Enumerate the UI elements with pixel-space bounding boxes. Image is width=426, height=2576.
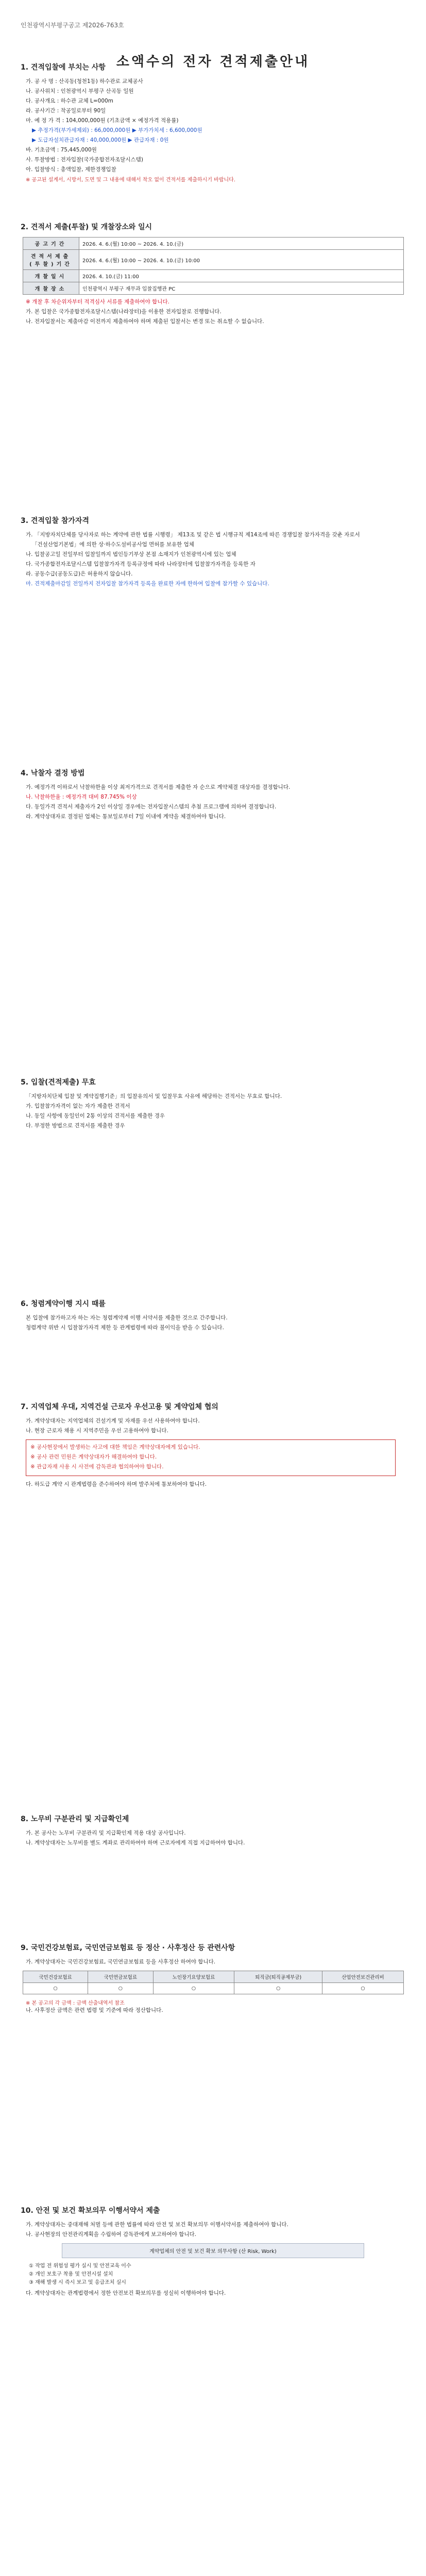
box-line: ※ 관급자재 사용 시 사전에 감독관과 협의하여야 합니다. bbox=[30, 1464, 164, 1470]
body-line: 라. 계약상대자로 결정된 업체는 통보일로부터 7일 이내에 계약을 체결하여야 합니다. bbox=[26, 814, 226, 820]
section-6 bbox=[21, 1298, 405, 1333]
table-row bbox=[23, 282, 404, 295]
body-line: 나. 사후정산 금액은 관련 법령 및 기준에 따라 정산합니다. bbox=[26, 2007, 163, 2013]
list-item: ① 작업 전 위험성 평가 실시 및 안전교육 이수 bbox=[29, 2263, 131, 2269]
schedule-table bbox=[23, 237, 404, 295]
body-line: 가. 본 입찰은 국가종합전자조달시스템(나라장터)을 이용한 전자입찰로 진행합니다. bbox=[26, 309, 221, 315]
notice-box bbox=[26, 1439, 396, 1476]
section-2 bbox=[21, 222, 405, 327]
body-line: 라. 공사기간 : 착공일로부터 90일 bbox=[26, 108, 106, 114]
body-line: 다. 국가종합전자조달시스템 입찰참가자격 등록규정에 따라 나라장터에 입찰참가자격을 등록한 자 bbox=[26, 561, 255, 567]
body-line: 「지방자치단체 입찰 및 계약집행기준」의 입찰유의서 및 입찰무효 사유에 해당하는 견적서는 무효로 합니다. bbox=[26, 1093, 282, 1099]
body-line: 청렴계약 위반 시 입찰참가자격 제한 등 관계법령에 따라 불이익을 받을 수 있습니다. bbox=[26, 1325, 224, 1331]
body-line: 다. 계약상대자는 관계법령에서 정한 안전보건 확보의무를 성실히 이행하여야 합니다. bbox=[26, 2290, 226, 2296]
section-title: 8. 노무비 구분관리 및 지급확인제 bbox=[21, 1815, 129, 1823]
body-line: 나. 공사현장의 안전관리계획을 수립하여 감독관에게 보고하여야 합니다. bbox=[26, 2231, 196, 2238]
table-header-cell: 노인장기요양보험료 bbox=[153, 1971, 234, 1983]
section-title: 3. 견적입찰 참가자격 bbox=[21, 517, 89, 525]
section-title: 1. 견적입찰에 부치는 사항 bbox=[21, 63, 106, 72]
table-header-cell: 개찰일시 bbox=[23, 270, 79, 282]
table-header-row bbox=[23, 1971, 404, 1983]
section-8 bbox=[21, 1814, 405, 1849]
body-line: 나. 동일 사항에 동일인이 2통 이상의 견적서를 제출한 경우 bbox=[26, 1113, 165, 1119]
body-line: 마. 예 정 가 격 : 104,000,000원 (기초금액 × 예정가격 적용률) bbox=[26, 117, 179, 124]
body-line: 본 입찰에 참가하고자 하는 자는 청렴계약제 이행 서약서를 제출한 것으로 간주합니다. bbox=[26, 1315, 228, 1321]
table-cell: ○ bbox=[234, 1983, 322, 1994]
document-number: 인천광역시부평구공고 제2026-763호 bbox=[21, 22, 124, 29]
box-line: ※ 공사현장에서 발생하는 사고에 대한 책임은 계약상대자에게 있습니다. bbox=[30, 1444, 200, 1450]
table-row bbox=[23, 1983, 404, 1994]
section-4 bbox=[21, 768, 405, 822]
list-item: ② 개인 보호구 착용 및 안전시설 설치 bbox=[29, 2272, 113, 2277]
list-item: ③ 재해 발생 시 즉시 보고 및 응급조치 실시 bbox=[29, 2280, 126, 2285]
table-header-cell: 견적서제출(투찰)기간 bbox=[23, 250, 79, 270]
body-line: 「건설산업기본법」에 의한 상·하수도설비공사업 면허를 보유한 업체 bbox=[32, 541, 194, 548]
body-line: 가. 예정가격 이하로서 낙찰하한율 이상 최저가격으로 견적서를 제출한 자 순으로 계약체결 대상자를 결정합니다. bbox=[26, 784, 291, 790]
body-line: 다. 하도급 계약 시 관계법령을 준수하여야 하며 발주처에 통보하여야 합니다. bbox=[26, 1481, 207, 1487]
body-line: 라. 공동수급(공동도급)은 허용하지 않습니다. bbox=[26, 571, 133, 577]
table-cell: 2026. 4. 6.(월) 10:00 ~ 2026. 4. 10.(금) 10:00 bbox=[79, 250, 404, 270]
body-line: 사. 투찰방법 : 전자입찰(국가종합전자조달시스템) bbox=[26, 157, 143, 163]
body-line: 가. 계약상대자는 국민건강보험료, 국민연금보험료 등을 사후정산 하여야 합니다. bbox=[26, 1959, 216, 1965]
section-title: 7. 지역업체 우대, 지역건설 근로자 우선고용 및 계약업체 협의 bbox=[21, 1403, 218, 1411]
body-line: 다. 부정한 방법으로 견적서를 제출한 경우 bbox=[26, 1123, 125, 1129]
body-line: 아. 입찰방식 : 총액입찰, 제한경쟁입찰 bbox=[26, 166, 116, 173]
table-header-cell: 퇴직금(퇴직공제부금) bbox=[234, 1971, 322, 1983]
body-line: 바. 기초금액 : 75,445,000원 bbox=[26, 147, 97, 153]
section-title: 4. 낙찰자 결정 방법 bbox=[21, 769, 85, 777]
section-3 bbox=[21, 515, 405, 589]
body-line: ▶ 추정가격(부가세제외) : 66,000,000원 ▶ 부가가치세 : 6,600,000원 bbox=[32, 127, 202, 133]
body-line: 나. 전자입찰서는 제출마감 이전까지 제출하여야 하며 제출된 입찰서는 변경 또는 취소할 수 없습니다. bbox=[26, 318, 264, 325]
body-line: 다. 공사개요 : 하수관 교체 L=000m bbox=[26, 98, 113, 104]
table-cell: ○ bbox=[153, 1983, 234, 1994]
notice-page bbox=[21, 0, 405, 2296]
section-title: 10. 안전 및 보건 확보의무 이행서약서 제출 bbox=[21, 2207, 160, 2215]
obligation-list bbox=[29, 2262, 405, 2287]
body-line: 가. 입찰참가자격이 없는 자가 제출한 견적서 bbox=[26, 1103, 130, 1109]
body-line: 가. 본 공사는 노무비 구분관리 및 지급확인제 적용 대상 공사입니다. bbox=[26, 1830, 186, 1836]
table-cell: 인천광역시 부평구 재무과 입찰집행관 PC bbox=[79, 282, 404, 295]
section-7 bbox=[21, 1401, 405, 1490]
document-title: 소액수의 전자 견적제출안내 bbox=[116, 54, 310, 70]
table-cell: ○ bbox=[23, 1983, 88, 1994]
section-9 bbox=[21, 1942, 405, 2016]
body-line: 가. 「지방자치단체를 당사자로 하는 계약에 관한 법률 시행령」 제13조 및 같은 법 시행규칙 제14조에 따른 경쟁입찰 참가자격을 갖춘 자로서 bbox=[26, 532, 360, 538]
table-header-cell: 공고기간 bbox=[23, 238, 79, 250]
section-title: 5. 입찰(견적제출) 무효 bbox=[21, 1078, 96, 1087]
table-header-cell: 국민연금보험료 bbox=[88, 1971, 153, 1983]
body-line: 나. 공사위치 : 인천광역시 부평구 산곡동 일원 bbox=[26, 88, 134, 94]
body-line: 나. 입찰공고일 전일부터 입찰일까지 법인등기부상 본점 소재지가 인천광역시에 있는 업체 bbox=[26, 551, 236, 557]
body-line: ※ 개찰 후 차순위자부터 적격심사 서류를 제출하여야 합니다. bbox=[26, 299, 169, 305]
section-title: 9. 국민건강보험료, 국민연금보험료 등 정산 · 사후정산 등 관련사항 bbox=[21, 1944, 235, 1952]
body-line: 마. 견적제출마감일 전일까지 전자입찰 참가자격 등록을 완료한 자에 한하여 입찰에 참가할 수 있습니다. bbox=[26, 581, 269, 587]
body-line: 가. 계약상대자는 중대재해 처벌 등에 관한 법률에 따라 안전 및 보건 확보의무 이행서약서를 제출하여야 합니다. bbox=[26, 2222, 288, 2228]
section-title: 6. 청렴계약이행 지시 때를 bbox=[21, 1300, 106, 1308]
body-line: 나. 낙찰하한율 : 예정가격 대비 87.745% 이상 bbox=[26, 794, 137, 800]
table-header-cell: 산업안전보건관리비 bbox=[322, 1971, 404, 1983]
body-line: 가. 계약상대자는 지역업체의 건설기계 및 자재를 우선 사용하여야 합니다. bbox=[26, 1418, 200, 1424]
warning-note: ※ 공고된 설계서, 시방서, 도면 및 그 내용에 대해서 착오 없이 견적서를 제출하시기 바랍니다. bbox=[26, 177, 235, 183]
body-line: 나. 현장 근로자 채용 시 지역주민을 우선 고용하여야 합니다. bbox=[26, 1428, 168, 1434]
body-line: 다. 동일가격 견적서 제출자가 2인 이상일 경우에는 전자입찰시스템의 추첨 프로그램에 의하여 결정합니다. bbox=[26, 804, 277, 810]
body-line: ▶ 도급자설치관급자재 : 40,000,000원 ▶ 관급자재 : 0원 bbox=[32, 137, 169, 143]
table-row bbox=[23, 270, 404, 282]
body-line: 나. 계약상대자는 노무비를 별도 계좌로 관리하여야 하며 근로자에게 직접 지급하여야 합니다. bbox=[26, 1840, 245, 1846]
table-row bbox=[23, 250, 404, 270]
table-row bbox=[23, 238, 404, 250]
section-title: 2. 견적서 제출(투찰) 및 개찰장소와 일시 bbox=[21, 223, 152, 231]
obligation-banner: 계약업체의 안전 및 보건 확보 의무사항 (산 Risk, Work) bbox=[62, 2243, 364, 2258]
table-cell: ○ bbox=[88, 1983, 153, 1994]
section-10 bbox=[21, 2205, 405, 2299]
box-line: ※ 공사 관련 민원은 계약상대자가 해결하여야 합니다. bbox=[30, 1454, 157, 1460]
body-line: 가. 공 사 명 : 산곡동(청천1동) 하수관로 교체공사 bbox=[26, 78, 143, 84]
section-1 bbox=[21, 62, 405, 183]
table-cell: 2026. 4. 6.(월) 10:00 ~ 2026. 4. 10.(금) bbox=[79, 238, 404, 250]
table-note: ※ 본 공고의 각 금액 : 금액 산출내역서 참조 bbox=[26, 2001, 125, 2006]
table-cell: ○ bbox=[322, 1983, 404, 1994]
section-5 bbox=[21, 1077, 405, 1131]
insurance-table bbox=[23, 1971, 404, 1994]
table-header-cell: 국민건강보험료 bbox=[23, 1971, 88, 1983]
table-header-cell: 개찰장소 bbox=[23, 282, 79, 295]
table-cell: 2026. 4. 10.(금) 11:00 bbox=[79, 270, 404, 282]
